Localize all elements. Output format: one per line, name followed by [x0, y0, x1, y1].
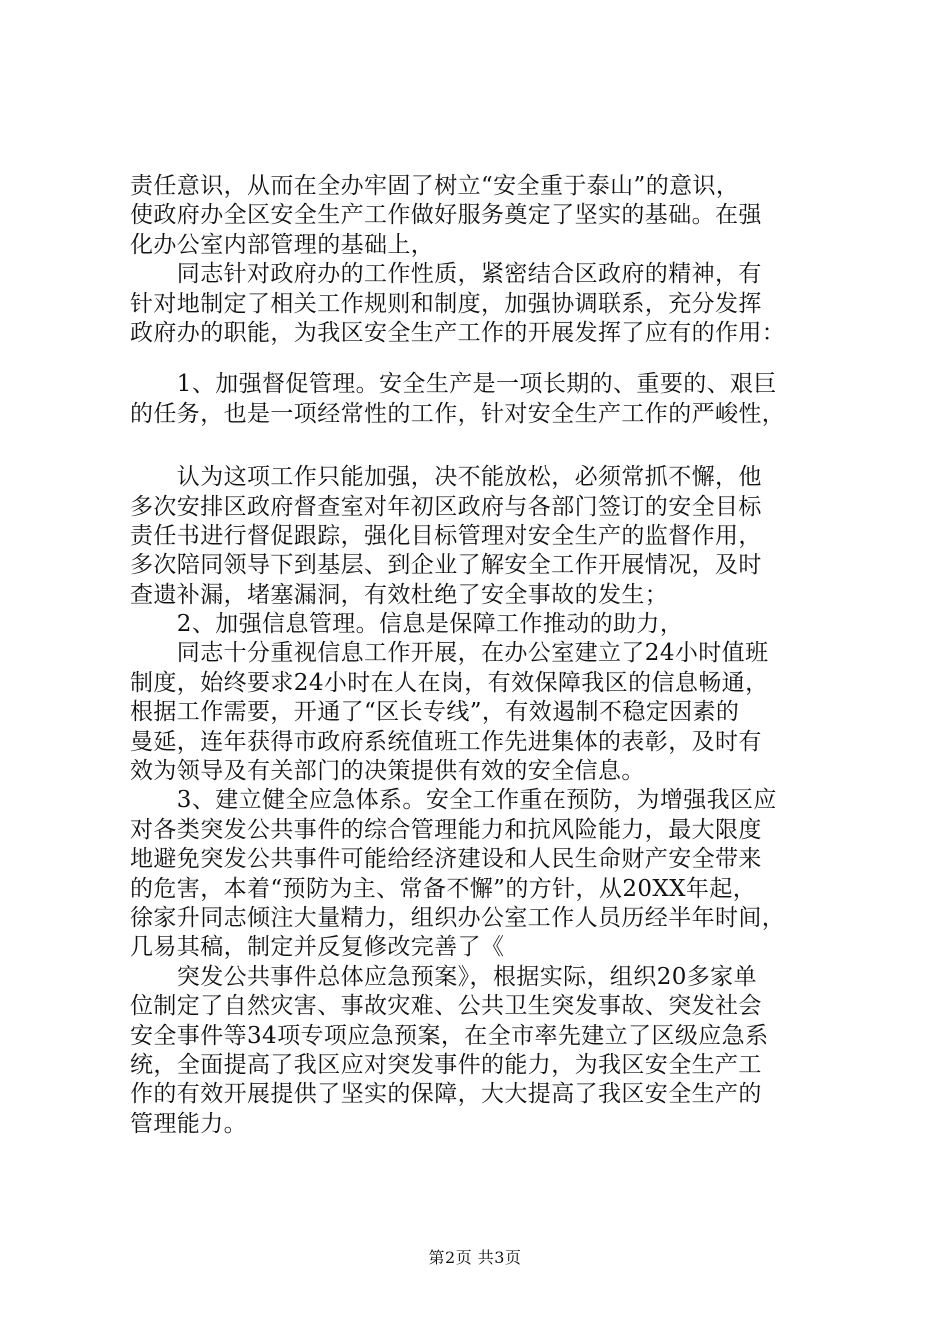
text-line: 责任意识，从而在全办牢固了树立“安全重于泰山”的意识，	[130, 173, 740, 199]
text-line: 安全事件等34项专项应急预案，在全市率先建立了区级应急系	[130, 1022, 769, 1049]
text-line: 3、建立健全应急体系。安全工作重在预防，为增强我区应	[130, 787, 777, 814]
text-line: 突发公共事件总体应急预案》，根据实际，组织20多家单	[130, 963, 757, 990]
text-line: 同志针对政府办的工作性质，紧密结合区政府的精神，有	[130, 261, 762, 288]
text-line: 同志十分重视信息工作开展，在办公室建立了24小时值班	[130, 640, 769, 667]
text-line: 效为领导及有关部门的决策提供有效的安全信息。	[130, 758, 645, 785]
text-line: 地避免突发公共事件可能给经济建设和人民生命财产安全带来	[130, 846, 762, 873]
text-line: 的危害，本着“预防为主、常备不懈”的方针，从20XX年起，	[130, 875, 757, 902]
text-line: 化办公室内部管理的基础上，	[130, 231, 435, 258]
page-number-footer: 第2页 共3页	[428, 1248, 522, 1267]
text-line: 制度，始终要求24小时在人在岗，有效保障我区的信息畅通，	[130, 669, 769, 696]
text-line: 1、加强督促管理。安全生产是一项长期的、重要的、艰巨	[130, 371, 777, 398]
text-line: 责任书进行督促跟踪，强化目标管理对安全生产的监督作用，	[130, 522, 762, 549]
text-line: 多次陪同领导下到基层、到企业了解安全工作开展情况，及时	[130, 552, 762, 579]
document-body	[130, 172, 850, 1139]
text-line: 查遗补漏，堵塞漏洞，有效杜绝了安全事故的发生；	[130, 581, 669, 608]
text-line: 根据工作需要，开通了“区长专线”，有效遏制不稳定因素的	[130, 699, 740, 726]
text-line: 徐家升同志倾注大量精力，组织办公室工作人员历经半年时间，	[130, 904, 786, 931]
paragraph-gap	[130, 429, 850, 463]
text-line: 2、加强信息管理。信息是保障工作推动的助力，	[130, 611, 684, 638]
text-line: 政府办的职能，为我区安全生产工作的开展发挥了应有的作用：	[130, 319, 786, 346]
text-line: 针对地制定了相关工作规则和制度，加强协调联系，充分发挥	[130, 290, 762, 317]
text-line: 的任务，也是一项经常性的工作，针对安全生产工作的严峻性，	[130, 400, 786, 427]
text-line: 多次安排区政府督查室对年初区政府与各部门签订的安全目标	[130, 493, 762, 520]
text-line: 统，全面提高了我区应对突发事件的能力，为我区安全生产工	[130, 1051, 762, 1078]
paragraph-gap	[130, 348, 850, 370]
text-line: 作的有效开展提供了坚实的保障，大大提高了我区安全生产的	[130, 1081, 762, 1108]
text-line: 对各类突发公共事件的综合管理能力和抗风险能力，最大限度	[130, 816, 762, 843]
text-line: 认为这项工作只能加强，决不能放松，必须常抓不懈，他	[130, 464, 762, 491]
text-line: 位制定了自然灾害、事故灾难、公共卫生突发事故、突发社会	[130, 993, 762, 1020]
text-line: 使政府办全区安全生产工作做好服务奠定了坚实的基础。在强	[130, 202, 762, 229]
text-line: 曼延，连年获得市政府系统值班工作先进集体的表彰，及时有	[130, 728, 762, 755]
text-line: 管理能力。	[130, 1110, 247, 1137]
text-line: 几易其稿，制定并反复修改完善了《	[130, 934, 505, 961]
